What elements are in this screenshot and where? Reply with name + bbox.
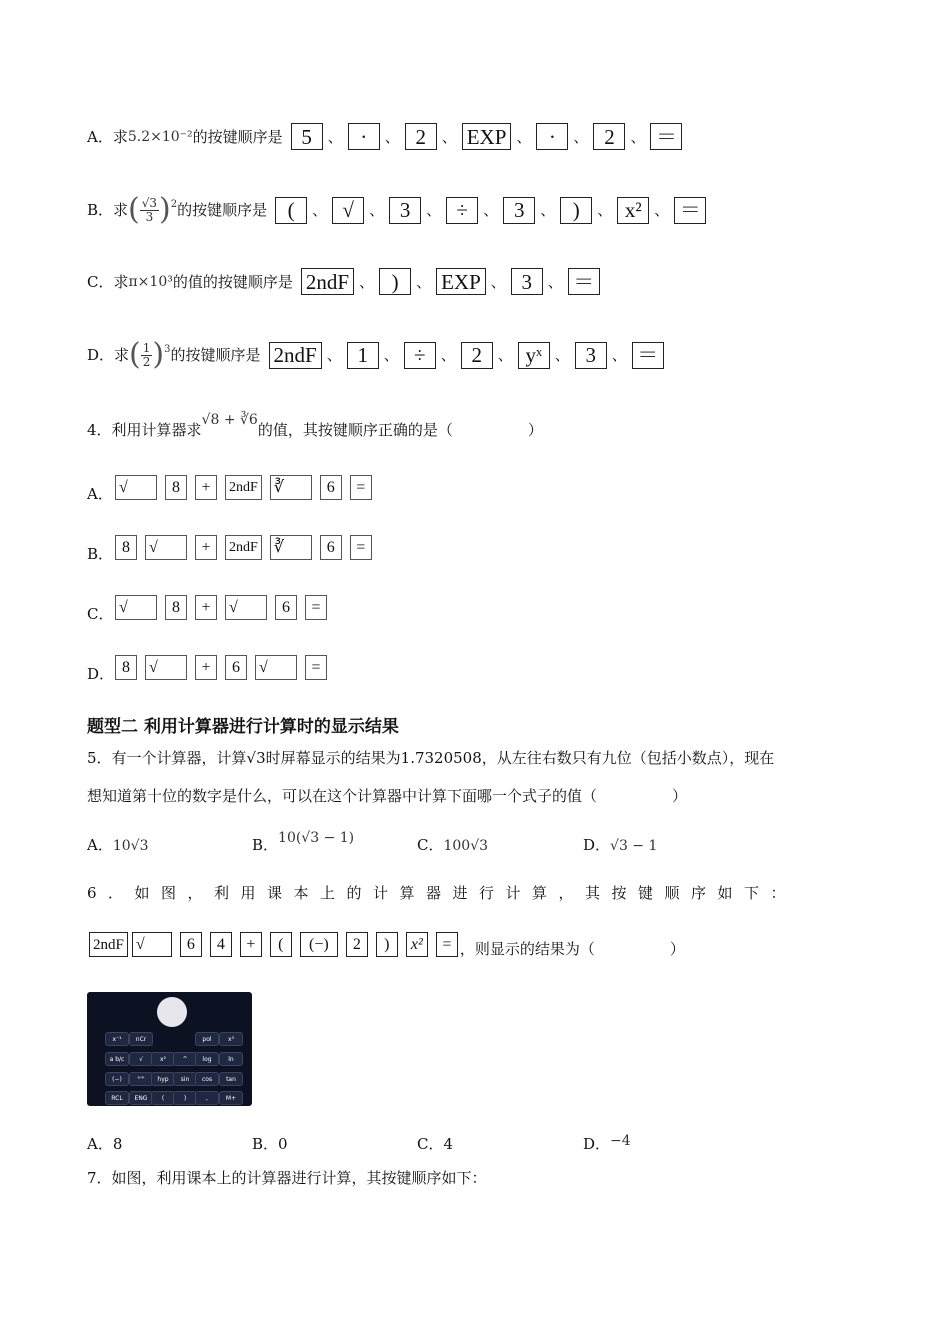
paren: (	[129, 337, 141, 372]
key: ∛	[270, 535, 312, 560]
option-suffix: 的按键顺序是	[177, 201, 268, 219]
key: ·	[536, 123, 568, 150]
key: 2	[405, 123, 437, 150]
calc-key: tan	[219, 1072, 243, 1086]
key: 2	[346, 932, 368, 957]
calc-key: hyp	[151, 1072, 175, 1086]
fraction: $\frac{1}{2}$	[142, 340, 151, 369]
calc-key: °'"	[129, 1072, 153, 1086]
key: 2ndF	[269, 342, 322, 369]
key: 8	[115, 535, 137, 560]
key: )	[379, 268, 411, 295]
key: EXP	[462, 123, 512, 150]
key: =	[350, 475, 372, 500]
key: 4	[210, 932, 232, 957]
option-label: B．求	[87, 201, 129, 219]
calc-key: pol	[195, 1032, 219, 1046]
q4-option-a	[87, 475, 374, 503]
key: 2ndF	[225, 535, 262, 560]
key: 6	[320, 535, 342, 560]
calculator-image	[87, 992, 252, 1106]
calc-key: RCL	[105, 1091, 129, 1105]
q5-line2: 想知道第十位的数字是什么，可以在这个计算器中计算下面哪一个式子的值（ ）	[87, 787, 688, 805]
calc-key: cos	[195, 1072, 219, 1086]
key: √	[225, 595, 267, 620]
q4-option-d	[87, 655, 329, 683]
calc-key: a b/c	[105, 1052, 129, 1066]
q3-option-c: C．求 π×10³ 的值的按键顺序是 2ndF 、 ) 、 EXP 、 3 、 ＝	[87, 268, 602, 295]
key: 8	[115, 655, 137, 680]
key: 3	[511, 268, 543, 295]
direction-pad	[157, 997, 187, 1027]
calc-key: x³	[219, 1032, 243, 1046]
key: )	[560, 197, 592, 224]
key: +	[195, 595, 217, 620]
key: ＝	[650, 123, 682, 150]
option-label: B．	[87, 544, 114, 563]
key: 8	[165, 475, 187, 500]
option-label: A．	[87, 484, 113, 503]
key: 6	[225, 655, 247, 680]
calc-key: ENG	[129, 1091, 153, 1105]
calc-key: (	[151, 1091, 175, 1105]
calc-key: sin	[173, 1072, 197, 1086]
option-label: C．求	[87, 272, 129, 291]
q3-option-b: B．求 ( $\frac{√3}{3}$ ) $^2$ 的按键顺序是 ( 、 √ 、 3 、 ÷ 、 3 、 ) 、 x² 、 ＝	[87, 195, 708, 225]
key: 6	[320, 475, 342, 500]
key: 6	[275, 595, 297, 620]
key: √	[115, 595, 157, 620]
key: ÷	[404, 342, 436, 369]
paren: )	[159, 192, 171, 227]
calc-key: nCr	[129, 1032, 153, 1046]
key: 3	[389, 197, 421, 224]
expression: π×10³	[128, 273, 173, 290]
option-label: D．	[87, 664, 115, 683]
paren: (	[128, 192, 140, 227]
q5-line1: 5．有一个计算器，计算√3时屏幕显示的结果为1.7320508，从左往右数只有九位（包括小数点），现在	[87, 749, 775, 767]
calc-key: √	[129, 1052, 153, 1066]
key: 5	[291, 123, 323, 150]
option-suffix: 的按键顺序是	[192, 127, 283, 146]
key: (	[270, 932, 292, 957]
q4-option-b	[87, 535, 374, 563]
key: EXP	[436, 268, 486, 295]
q6-line1: 6．如图，利用课本上的计算器进行计算，其按键顺序如下：	[87, 884, 798, 902]
calc-key: ln	[219, 1052, 243, 1066]
key: √	[332, 197, 364, 224]
key: +	[195, 535, 217, 560]
fraction: $\frac{√3}{3}$	[141, 195, 158, 224]
calc-key: log	[195, 1052, 219, 1066]
paren: )	[152, 337, 165, 372]
key: =	[305, 655, 327, 680]
q5-option-a: A．10√3	[87, 836, 149, 854]
calc-key: x⁻¹	[105, 1032, 129, 1046]
key: 3	[575, 342, 607, 369]
key: 8	[165, 595, 187, 620]
q3-option-a: A．求 5.2×10⁻² 的按键顺序是 5 、 · 、 2 、 EXP 、 · 、 2 、 ＝	[87, 123, 684, 150]
q4-option-c	[87, 595, 329, 623]
key: yˣ	[518, 342, 550, 369]
key: 2ndF	[89, 932, 128, 957]
key: ＝	[674, 197, 706, 224]
q6-option-b: B．0	[252, 1135, 288, 1153]
key: 2	[461, 342, 493, 369]
key: ＝	[632, 342, 664, 369]
calc-key: (−)	[105, 1072, 129, 1086]
key: +	[240, 932, 262, 957]
expression: √8 + ∛6	[201, 412, 258, 428]
key: =	[436, 932, 458, 957]
key: =	[305, 595, 327, 620]
key: ＝	[568, 268, 600, 295]
key: +	[195, 655, 217, 680]
q6-option-d: D．−4	[583, 1133, 631, 1153]
q4-stem: 4．利用计算器求 √8 + ∛6 的值，其按键顺序正确的是（ ）	[87, 412, 543, 439]
key: ÷	[446, 197, 478, 224]
calc-key: ^	[173, 1052, 197, 1066]
key: 2ndF	[225, 475, 262, 500]
q7-line: 7．如图，利用课本上的计算器进行计算，其按键顺序如下：	[87, 1169, 487, 1187]
key: ·	[348, 123, 380, 150]
section-title: 题型二 利用计算器进行计算时的显示结果	[87, 717, 399, 737]
key: x²	[617, 197, 649, 224]
key: √	[132, 932, 172, 957]
q5-option-b: B．10(√3 − 1)	[252, 830, 355, 854]
expression: 5.2×10⁻²	[127, 128, 193, 145]
key: ∛	[270, 475, 312, 500]
calc-key: x²	[151, 1052, 175, 1066]
q6-option-a: A．8	[87, 1135, 123, 1153]
q5-option-c: C．100√3	[417, 836, 489, 854]
calc-key: M+	[219, 1091, 243, 1105]
key: (−)	[300, 932, 338, 957]
option-suffix: 的按键顺序是	[170, 346, 261, 364]
q3-option-d: D．求 ( $\frac{1}{2}$ ) $^3$ 的按键顺序是 2ndF 、 1 、 ÷ 、 2 、 yˣ 、 3 、 ＝	[87, 340, 666, 370]
calc-key: ,	[195, 1091, 219, 1105]
key: 2ndF	[301, 268, 354, 295]
option-label: D．求	[87, 346, 130, 364]
calc-key: )	[173, 1091, 197, 1105]
option-suffix: 的值的按键顺序是	[172, 272, 293, 291]
key: √	[145, 535, 187, 560]
key: 6	[180, 932, 202, 957]
key: 2	[593, 123, 625, 150]
q6-option-c: C．4	[417, 1135, 454, 1153]
q5-option-d: D．√3 − 1	[583, 836, 658, 854]
option-label: C．	[87, 604, 114, 623]
key: √	[145, 655, 187, 680]
key: x²	[406, 932, 428, 957]
option-label: A．求	[87, 127, 128, 146]
key: +	[195, 475, 217, 500]
q6-key-sequence: 2ndF √ 6 4 + ( (−) 2 ) x² = ，则显示的结果为（ ）	[87, 932, 685, 957]
key: =	[350, 535, 372, 560]
key: 3	[503, 197, 535, 224]
key: 1	[347, 342, 379, 369]
key: )	[376, 932, 398, 957]
key: √	[255, 655, 297, 680]
key: √	[115, 475, 157, 500]
key: (	[275, 197, 307, 224]
